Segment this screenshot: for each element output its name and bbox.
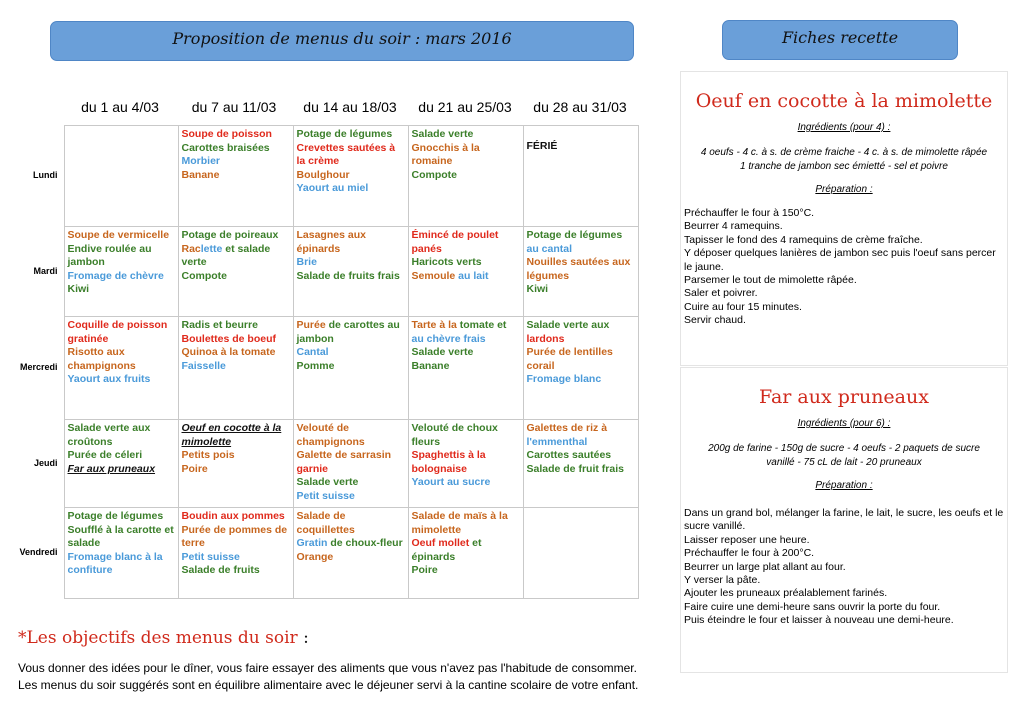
recipe-step: Dans un grand bol, mélanger la farine, le lait, le sucre, les oeufs et le sucre vanillé. — [684, 507, 1004, 533]
menu-item — [412, 537, 520, 564]
menu-item: Spaghettis à la bolognaise — [411, 449, 486, 475]
menu-item: Salade de fruit frais — [526, 462, 624, 475]
recipe-step: Y verser la pâte. — [684, 574, 761, 587]
menu-item: Velouté de champignons — [296, 422, 365, 448]
menu-item — [297, 537, 405, 551]
menu-item: Salade verte aux — [526, 319, 610, 331]
recipe-card-oeuf-cocotte — [680, 71, 1008, 366]
menu-item: Galettes de riz à — [526, 422, 608, 434]
recipe-step: Parsemer le tout de mimolette râpée. — [684, 274, 857, 287]
menu-item-part: et épinards — [411, 537, 482, 563]
menu-item-part: de carottes au jambon — [296, 319, 400, 345]
day-label-mardi: Mardi — [33, 265, 58, 276]
recipe-step: Saler et poivrer. — [684, 287, 758, 300]
menu-item: Carottes braisées — [181, 141, 270, 154]
menu-item-part: Oeuf mollet — [411, 537, 470, 549]
menu-item-part: au lait — [455, 269, 489, 282]
menu-cell — [178, 508, 293, 599]
menu-cell — [408, 420, 523, 508]
menu-cell — [64, 508, 178, 599]
menu-item: Salade de coquillettes — [296, 510, 355, 536]
menu-item: Boulghour — [296, 168, 350, 181]
objectives-title-text: *Les objectifs des menus du soir — [18, 628, 298, 648]
menu-item: Fromage blanc à la confiture — [67, 550, 163, 576]
day-label-mercredi: Mercredi — [19, 362, 58, 373]
menu-item: Pomme — [296, 359, 335, 372]
recipe-step: Préchauffer le four à 150°C. — [684, 207, 815, 219]
recipes-banner — [722, 20, 958, 60]
menu-item: Cantal — [296, 346, 329, 358]
menu-cell — [408, 508, 523, 599]
menu-item: Haricots verts — [411, 256, 482, 268]
table-row — [10, 508, 638, 599]
recipe-title: Oeuf en cocotte à la mimolette — [695, 90, 993, 112]
menu-item-part: Semoule — [411, 269, 456, 282]
recipe-preparation-label: Préparation : — [815, 184, 873, 195]
menu-item: Lasagnes aux épinards — [296, 229, 366, 255]
menu-item: Soupe de vermicelle — [67, 229, 170, 241]
day-label-lundi: Lundi — [33, 170, 58, 181]
holiday-label: FÉRIÉ — [526, 140, 558, 152]
menu-cell — [64, 126, 178, 227]
menu-item: Salade verte — [411, 346, 474, 358]
menu-item: garnie — [296, 462, 329, 475]
week-header-5: du 28 au 31/03 — [533, 99, 627, 115]
menu-cell — [293, 508, 408, 599]
menu-cell — [293, 126, 408, 227]
menu-item: Soufflé à la carotte et salade — [67, 523, 174, 549]
recipe-step: Tapisser le fond des 4 ramequins de crème fraîche. — [684, 233, 923, 246]
menu-item: Purée de pommes de terre — [181, 523, 288, 549]
recipe-step: Ajouter les pruneaux préalablement farinés. — [684, 587, 888, 600]
menu-item: Quinoa à la tomate — [181, 346, 276, 358]
table-row — [10, 317, 638, 420]
day-label-jeudi: Jeudi — [33, 457, 58, 468]
menu-cell — [178, 317, 293, 420]
recipe-step: Beurrer 4 ramequins. — [684, 220, 783, 233]
menu-item: Banane — [181, 168, 220, 181]
menu-cell — [178, 126, 293, 227]
recipe-step: Puis éteindre le four et laisser à nouveau une demi-heure. — [684, 614, 954, 627]
menu-item: Salade de maïs à la mimolette — [411, 510, 508, 536]
menu-item-part: de choux-fleur — [327, 537, 403, 549]
menu-item: Salade de fruits — [181, 564, 260, 576]
menu-item: Yaourt au miel — [296, 182, 369, 194]
menu-item: Purée de lentilles — [526, 346, 613, 358]
menu-item-recipe-link: Oeuf en cocotte à la mimolette — [181, 422, 282, 448]
objectives-line: Vous donner des idées pour le dîner, vous faire essayer des aliments que vous n'avez pas l'habitude de consommer. — [18, 661, 637, 675]
menu-cell — [408, 126, 523, 227]
menu-item-part: Purée — [296, 319, 326, 331]
menu-item: Salade de fruits frais — [296, 269, 400, 282]
menu-item-part: Rac — [181, 242, 201, 255]
menu-cell — [293, 420, 408, 508]
menu-item — [182, 243, 290, 270]
menu-item: Coquille de poisson gratinée — [67, 319, 168, 345]
menu-item — [412, 270, 520, 284]
menu-item-recipe-link: Far aux pruneaux — [67, 462, 156, 475]
menu-item: Petits pois — [181, 449, 235, 461]
menu-item: Morbier — [181, 155, 221, 167]
week-header-2: du 7 au 11/03 — [191, 99, 277, 115]
menu-item: Yaourt au sucre — [411, 476, 491, 488]
menu-item-part: et salade verte — [181, 242, 271, 268]
menu-item: Faisselle — [181, 359, 226, 372]
week-header-1: du 1 au 4/03 — [81, 99, 159, 115]
menu-cell — [293, 317, 408, 420]
menu-cell — [523, 420, 638, 508]
menu-cell — [178, 420, 293, 508]
menu-item: au chèvre frais — [411, 332, 486, 345]
menu-item: Salade verte — [296, 476, 359, 488]
recipe-step: Faire cuire une demi-heure sans ouvrir la porte du four. — [684, 600, 941, 613]
recipe-ingredients — [681, 146, 1007, 174]
recipe-ingredients-label: Ingrédients (pour 6) : — [797, 418, 891, 429]
menu-item: Compote — [411, 168, 457, 181]
menu-item: Endive roulée au jambon — [67, 242, 152, 268]
recipe-steps — [681, 207, 1007, 328]
menu-item — [412, 319, 520, 333]
menu-item-part: Gratin — [296, 537, 328, 549]
recipes-title: Fiches recette — [781, 28, 899, 47]
menu-item: corail — [526, 359, 555, 372]
recipe-step: Préchauffer le four à 200°C. — [684, 547, 815, 560]
menu-cell — [408, 317, 523, 420]
menu-item: Salade verte — [411, 128, 474, 140]
menu-item: Fromage de chèvre — [67, 269, 164, 282]
menu-item: Potage de légumes — [526, 229, 623, 241]
ingredient-line: 1 tranche de jambon sec émietté - sel et poivre — [740, 161, 948, 172]
menu-item-part: Tarte à la — [411, 319, 457, 331]
recipe-card-far-pruneaux — [680, 367, 1008, 673]
menu-cell — [64, 420, 178, 508]
menu-cell — [178, 227, 293, 317]
table-row — [10, 126, 638, 227]
menu-item: Radis et beurre — [181, 319, 258, 331]
ingredient-line: 200g de farine - 150g de sucre - 4 oeufs - 2 paquets de sucre vanillé - 75 cL de lait - 20 pruneaux — [708, 443, 980, 468]
recipe-title: Far aux pruneaux — [759, 386, 929, 408]
recipe-step: Servir chaud. — [684, 314, 746, 327]
recipe-step: Cuire au four 15 minutes. — [684, 300, 802, 313]
menu-item: Compote — [181, 269, 227, 282]
menu-cell — [64, 317, 178, 420]
week-header-4: du 21 au 25/03 — [418, 99, 512, 115]
menu-item: Nouilles sautées aux légumes — [526, 256, 631, 282]
menu-cell — [408, 227, 523, 317]
menu-item: Potage de légumes — [67, 510, 164, 522]
menu-item: au cantal — [526, 242, 573, 255]
menu-item: Gnocchis à la romaine — [411, 141, 480, 167]
objectives-title — [18, 628, 309, 648]
menu-item: Crevettes sautées à la crème — [296, 141, 396, 167]
menu-item: Boudin aux pommes — [181, 510, 285, 522]
recipe-step: Y déposer quelques lanières de jambon sec puis l'oeuf sans percer le jaune. — [684, 247, 996, 273]
objectives-text — [18, 660, 678, 694]
menu-item: Carottes sautées — [526, 449, 612, 461]
menu-item: Poire — [181, 462, 208, 475]
objectives-title-colon: : — [297, 628, 309, 648]
week-header-3: du 14 au 18/03 — [303, 99, 397, 115]
objectives-line: Les menus du soir suggérés sont en équilibre alimentaire avec le déjeuner servi à la cantine scolaire de votre enfant. — [18, 678, 639, 692]
menu-item: Banane — [411, 359, 450, 372]
menu-item: Galette de sarrasin — [296, 449, 392, 461]
ingredient-line: 4 oeufs - 4 c. à s. de crème fraiche - 4 c. à s. de mimolette râpée — [700, 147, 988, 158]
menu-item: Orange — [296, 550, 334, 563]
menu-item: lardons — [526, 332, 565, 345]
menu-item: Brie — [296, 256, 317, 268]
day-label-vendredi: Vendredi — [19, 547, 58, 558]
menu-cell — [523, 508, 638, 599]
menu-item: Émincé de poulet panés — [411, 229, 499, 255]
menu-item: Velouté de choux fleurs — [411, 422, 498, 448]
menu-item: Kiwi — [67, 283, 90, 295]
recipe-step: Laisser reposer une heure. — [684, 533, 810, 546]
menu-cell — [293, 227, 408, 317]
menu-item — [297, 319, 405, 346]
page-title: Proposition de menus du soir : mars 2016 — [172, 29, 512, 48]
menu-item: Purée de céleri — [67, 449, 143, 461]
table-row — [10, 420, 638, 508]
menu-table — [10, 125, 639, 599]
menu-item: Boulettes de boeuf — [181, 332, 277, 345]
recipe-ingredients — [681, 442, 1007, 470]
menu-item: Salade verte aux croûtons — [67, 422, 151, 448]
menu-item-part: lette — [200, 242, 223, 255]
menu-item-part: tomate et — [456, 319, 507, 331]
menu-item: Fromage blanc — [526, 373, 602, 385]
menu-item: Petit suisse — [181, 550, 240, 563]
page-title-banner — [50, 21, 634, 61]
menu-cell — [523, 126, 638, 227]
menu-cell — [523, 317, 638, 420]
menu-item: Potage de poireaux — [181, 229, 279, 241]
menu-item: Petit suisse — [296, 489, 355, 502]
recipe-preparation-label: Préparation : — [815, 480, 873, 491]
menu-item: Potage de légumes — [296, 128, 393, 140]
menu-item: Yaourt aux fruits — [67, 373, 151, 385]
menu-cell — [64, 227, 178, 317]
menu-item: l'emmenthal — [526, 435, 588, 448]
menu-item: Risotto aux champignons — [67, 346, 136, 372]
menu-item: Kiwi — [526, 283, 549, 295]
recipe-steps — [681, 507, 1007, 628]
menu-item: Soupe de poisson — [181, 128, 272, 140]
menu-cell — [523, 227, 638, 317]
recipe-ingredients-label: Ingrédients (pour 4) : — [797, 122, 891, 133]
recipe-step: Beurrer un large plat allant au four. — [684, 560, 846, 573]
table-row — [10, 227, 638, 317]
menu-item: Poire — [411, 564, 438, 576]
